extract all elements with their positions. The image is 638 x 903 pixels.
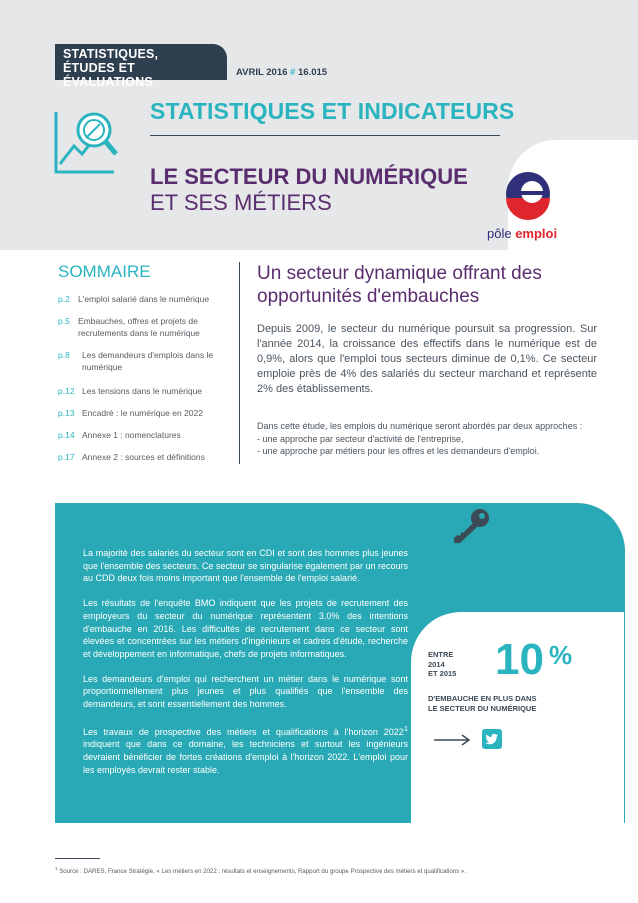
toc-item[interactable] xyxy=(58,315,233,339)
table-of-contents xyxy=(58,293,233,463)
footnote xyxy=(55,866,466,875)
logo-word-2: emploi xyxy=(515,226,558,241)
intro-heading: Un secteur dynamique offrant des opportunités d'embauches xyxy=(257,263,542,307)
approaches-line: Dans cette étude, les emplois du numérique seront abordés par deux approches : xyxy=(257,421,583,431)
publication-tag xyxy=(55,44,227,89)
toc-label: Annexe 1 : nomenclatures xyxy=(82,430,181,440)
page-subtitle: ET SES MÉTIERS xyxy=(150,190,332,215)
toc-item[interactable] xyxy=(58,451,233,463)
toc-item[interactable] xyxy=(58,429,233,441)
section-title: STATISTIQUES ET INDICATEURS xyxy=(150,98,515,124)
toc-label: L'emploi salarié dans le numérique xyxy=(78,294,210,304)
kpi-description: D'EMBAUCHE EN PLUS DANS LE SECTEUR DU NUMÉRIQUE xyxy=(428,694,537,713)
title-divider xyxy=(150,135,500,136)
page-title: LE SECTEUR DU NUMÉRIQUE xyxy=(150,164,468,189)
key-point-paragraph: Les demandeurs d'emploi qui recherchent un métier dans le numérique sont proportionnellement plus jeunes et plus qualifiés que l'ensemble des demandeurs, et sont essentiellement des hommes. xyxy=(83,673,408,710)
key-point-text: indiquent que dans ce domaine, les techniciens et surtout les ingénieurs devraient bénéficier de fortes créations d'emploi à l'horizon 2022. L'emploi pour les employés devrait rester stable. xyxy=(83,739,408,775)
intro-paragraph: Depuis 2009, le secteur du numérique poursuit sa progression. Sur l'année 2014, la croissance des effectifs dans le numérique est de 0,9%, alors que l'emploi tous secteurs diminue de 0,1%. Ce secteur emploie près de 4% des salariés du secteur marchand et représente 2% des établissements. xyxy=(257,323,597,395)
toc-page: p.8 xyxy=(58,350,70,360)
toc-label: Encadré : le numérique en 2022 xyxy=(82,408,203,418)
issue-number: 16.015 xyxy=(297,67,328,78)
tag-line-2: ÉTUDES ET ÉVALUATIONS xyxy=(63,61,153,89)
key-points-text xyxy=(83,547,408,789)
kpi-period xyxy=(428,650,456,679)
issue-date xyxy=(236,67,327,78)
toc-item[interactable] xyxy=(58,407,233,419)
key-point-paragraph xyxy=(83,723,408,777)
sommaire-heading: SOMMAIRE xyxy=(58,262,151,281)
logo-word-1: pôle xyxy=(487,226,512,241)
statistics-magnifier-icon xyxy=(50,100,120,180)
arrow-right-icon xyxy=(432,733,474,747)
twitter-icon[interactable] xyxy=(482,729,502,749)
toc-page: p.17 xyxy=(58,452,75,462)
key-point-text: Les travaux de prospective des métiers et qualifications à l'horizon 2022 xyxy=(83,726,404,737)
column-divider xyxy=(239,262,240,464)
toc-item[interactable] xyxy=(58,349,233,373)
key-point-paragraph: La majorité des salariés du secteur sont en CDI et sont des hommes plus jeunes que l'ensemble des secteurs. Ce secteur se singularise également par un recours au CDD deux fois moins important que l'ensemble de l'emploi salarié. xyxy=(83,548,408,584)
toc-label: Les demandeurs d'emplois dans le numérique xyxy=(82,350,214,372)
hash-sign: # xyxy=(290,67,296,78)
toc-page: p.12 xyxy=(58,386,75,396)
kpi-period-line: ET 2015 xyxy=(428,669,457,678)
kpi-period-line: 2014 xyxy=(428,659,445,669)
pole-emploi-wordmark xyxy=(487,226,557,241)
approaches-line: - une approche par métiers pour les offres et les demandeurs d'emploi. xyxy=(257,446,540,456)
toc-label: Embauches, offres et projets de recrutements dans le numérique xyxy=(78,316,200,338)
footnote-text: Source : DARES, France Stratégie, « Les métiers en 2022 : résultats et enseignements, Rapport du groupe Prospective des métiers et qualifications ». xyxy=(57,868,467,876)
intro-approaches xyxy=(257,420,597,458)
toc-label: Annexe 2 : sources et définitions xyxy=(82,452,205,462)
footnote-rule xyxy=(55,858,100,859)
tag-line-1: STATISTIQUES, xyxy=(63,47,159,61)
date-text: AVRIL 2016 xyxy=(236,67,288,78)
approaches-line: - une approche par secteur d'activité de l'entreprise, xyxy=(257,433,464,444)
toc-label: Les tensions dans le numérique xyxy=(82,386,203,396)
kpi-value: 10 xyxy=(495,635,544,684)
toc-item[interactable] xyxy=(58,293,233,305)
kpi-unit: % xyxy=(549,640,573,670)
key-icon xyxy=(448,505,496,545)
footnote-number: 1 xyxy=(55,866,58,871)
toc-page: p.13 xyxy=(58,408,75,418)
toc-item[interactable] xyxy=(58,385,233,397)
toc-page: p.2 xyxy=(58,294,70,304)
toc-page: p.5 xyxy=(58,316,70,326)
key-point-paragraph: Les résultats de l'enquête BMO indiquent que les projets de recrutement des employeurs du secteur du numérique représentent 3,0% des intentions d'embauche en 2016. Les difficultés de recrutement dans ce secteur sont élevées et concentrées sur les métiers d'ingénieurs et cadres d'étude, recherche et développement en informatique, chefs de projets informatiques. xyxy=(83,598,408,659)
footnote-ref[interactable]: 1 xyxy=(403,723,408,733)
toc-page: p.14 xyxy=(58,430,75,440)
kpi-period-line: ENTRE xyxy=(428,650,454,659)
